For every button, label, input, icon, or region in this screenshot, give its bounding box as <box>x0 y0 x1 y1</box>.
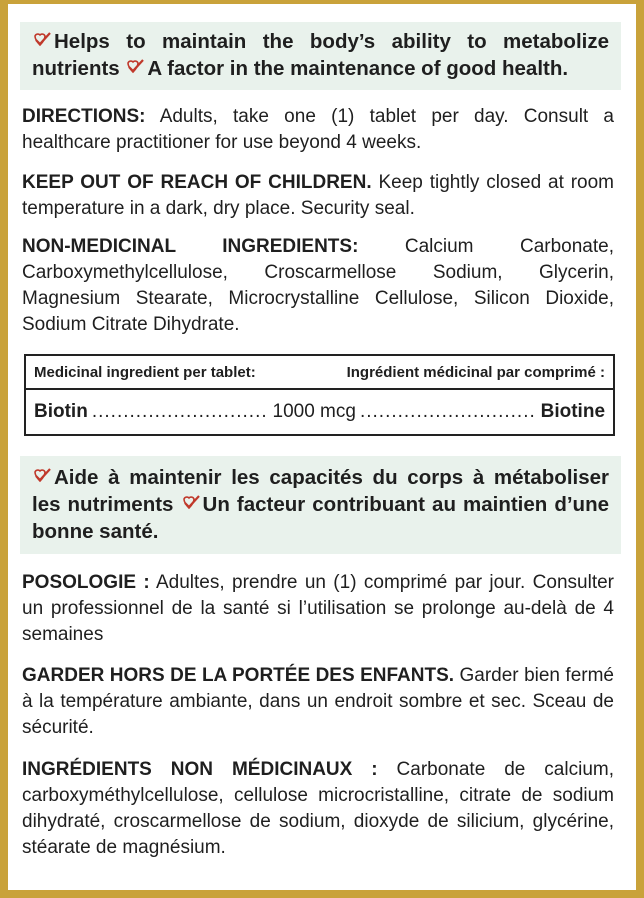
gold-border-top <box>0 0 644 4</box>
garder-text: Garder bien fermé à la température ambiante, dans un endroit sombre et sec. Sceau de sécurité. <box>22 665 614 738</box>
posologie-text: Adultes, prendre un (1) comprimé par jour. Consulter un professionnel de la santé si l’utilisation se prolonge au-delà de 4 semaines <box>22 572 615 645</box>
ingredient-dose: 1000 mcg <box>272 401 356 422</box>
non-medicinaux-text: Carbonate de calcium, carboxyméthylcellulose, cellulose microcristalline, citrate de sodium dihydraté, croscarmellose de sodium, dioxyde de silicium, glycérine, stéarate de magnésium. <box>22 759 614 858</box>
keep-out-text: Keep tightly closed at room temperature in a dark, dry place. Security seal. <box>22 172 614 219</box>
header-french: Ingrédient médicinal par comprimé : <box>346 363 605 381</box>
keep-out-heading: KEEP OUT OF REACH OF CHILDREN. <box>22 172 372 193</box>
claims-box-english <box>20 22 621 90</box>
non-medicinaux-heading: INGRÉDIENTS NON MÉDICINAUX : <box>22 759 378 780</box>
medicinal-table-row <box>26 390 613 434</box>
medicinal-ingredient-table <box>24 354 615 436</box>
dot-leader <box>360 401 537 423</box>
check-heart-icon <box>32 32 52 50</box>
garder-paragraph <box>22 663 614 741</box>
non-medicinaux-paragraph <box>22 757 614 861</box>
ingredient-french: Biotine <box>540 401 606 422</box>
non-medicinal-heading: NON-MEDICINAL INGREDIENTS: <box>22 236 359 257</box>
directions-heading: DIRECTIONS: <box>22 106 146 127</box>
claim-text: Un facteur contribuant au maintien d’une bonne santé. <box>32 493 610 543</box>
posologie-heading: POSOLOGIE : <box>22 572 150 593</box>
check-heart-icon <box>125 59 145 77</box>
directions-text: Adults, take one (1) tablet per day. Consult a healthcare practitioner for use beyond 4 weeks. <box>22 106 614 153</box>
check-heart-icon <box>181 495 201 513</box>
check-heart-icon <box>32 468 52 486</box>
dot-leader <box>92 401 269 423</box>
claim-text: A factor in the maintenance of good health. <box>147 57 569 80</box>
gold-border-left <box>0 0 8 898</box>
claims-box-french <box>20 456 621 554</box>
garder-heading: GARDER HORS DE LA PORTÉE DES ENFANTS. <box>22 665 455 686</box>
ingredient-english: Biotin <box>34 401 88 422</box>
claim-text: Aide à maintenir les capacités du corps à métaboliser les nutriments <box>32 466 609 516</box>
header-english: Medicinal ingredient per tablet: <box>34 363 256 381</box>
non-medicinal-paragraph <box>22 234 614 338</box>
directions-paragraph <box>22 104 614 156</box>
gold-border-right <box>636 0 644 898</box>
posologie-paragraph <box>22 570 614 648</box>
gold-border-bottom <box>0 890 644 898</box>
keep-out-paragraph <box>22 170 614 222</box>
non-medicinal-text: Calcium Carbonate, Carboxymethylcellulose, Croscarmellose Sodium, Glycerin, Magnesium Stearate, Microcrystalline Cellulose, Silicon Dioxide, Sodium Citrate Dihydrate. <box>22 236 614 335</box>
medicinal-table-header <box>26 356 613 390</box>
claim-text: Helps to maintain the body’s ability to metabolize nutrients <box>32 30 609 80</box>
